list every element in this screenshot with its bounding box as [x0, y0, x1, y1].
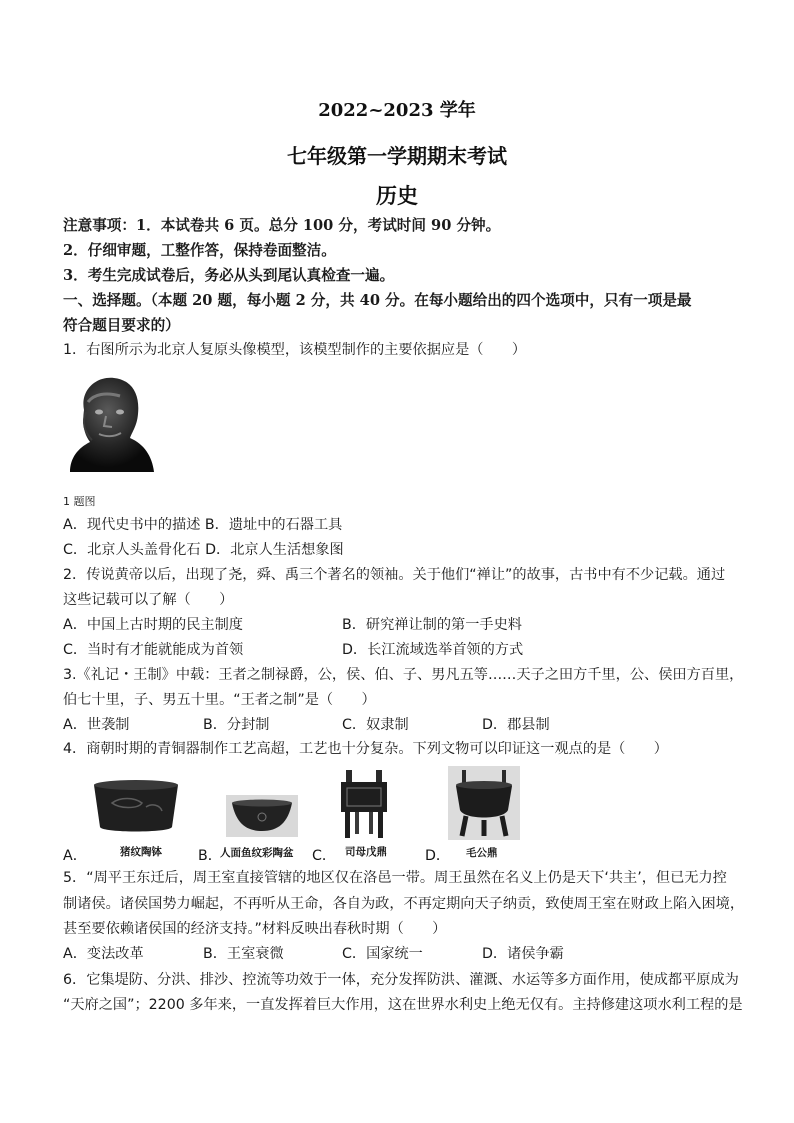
q2-option-d[interactable]: D．长江流域选举首领的方式: [342, 642, 524, 658]
q2-option-b[interactable]: B．研究禅让制的第一手史料: [342, 617, 522, 633]
q2-stem-1: 2．传说黄帝以后，出现了尧，舜、禹三个著名的领袖。关于他们“禅让”的故事，古书中有不少记载。通过: [63, 567, 726, 583]
q1-options-ab: A．现代史书中的描述 B．遗址中的石器工具: [63, 517, 343, 533]
q2-option-a[interactable]: A．中国上古时期的民主制度: [63, 617, 243, 633]
q1-figure-caption: 1 题图: [63, 495, 96, 508]
q6-stem-2: “天府之国”；2200 多年来，一直发挥着巨大作用，这在世界水利史上绝无仅有。主持修建这项水利工程的是: [63, 997, 743, 1013]
q5-option-c[interactable]: C．国家统一: [342, 946, 423, 962]
q4-option-c[interactable]: C．: [312, 848, 337, 864]
q5-stem-3: 甚至要依赖诸侯国的经济支持。”材料反映出春秋时期（ ）: [63, 921, 447, 937]
q3-stem-1: 3.《礼记・王制》中载：王者之制禄爵，公，侯、伯、子、男凡五等……天子之田方千里，公、侯田方百里，: [63, 667, 744, 683]
exam-title: 七年级第一学期期末考试: [287, 144, 507, 168]
q3-option-a[interactable]: A．世袭制: [63, 717, 130, 733]
q5-stem-2: 制诸侯。诸侯国势力崛起，不再听从王命，各自为政，不再定期向天子纳贡，致使周王室在财政上陷入困境，: [63, 896, 745, 912]
section-heading: 一、选择题。（本题 20 题，每小题 2 分，共 40 分。在每小题给出的四个选项中，只有一项是最: [63, 292, 692, 309]
q5-stem-1: 5．“周平王东迁后，周王室直接管辖的地区仅在洛邑一带。周王虽然在名义上仍是天下‘共主’，但已无力控: [63, 870, 727, 886]
q4-label-a: 猪纹陶钵: [120, 846, 162, 858]
q2-stem-2: 这些记载可以了解（ ）: [63, 592, 234, 608]
exam-subject: 历史: [376, 183, 418, 208]
q5-option-d[interactable]: D．诸侯争霸: [482, 946, 564, 962]
q5-option-a[interactable]: A．变法改革: [63, 946, 144, 962]
q5-option-b[interactable]: B．王室衰微: [203, 946, 284, 962]
q3-option-d[interactable]: D．郡县制: [482, 717, 550, 733]
q4-option-d[interactable]: D．: [425, 848, 451, 864]
q4-option-a[interactable]: A．: [63, 848, 87, 864]
q4-label-c: 司母戊鼎: [345, 846, 387, 858]
q3-stem-2: 伯七十里，子、男五十里。“王者之制”是（ ）: [63, 692, 376, 708]
section-heading-cont: 符合题目要求的）: [63, 317, 180, 334]
q1-stem: 1．右图所示为北京人复原头像模型，该模型制作的主要依据应是（ ）: [63, 342, 527, 358]
q4-stem: 4．商朝时期的青铜器制作工艺高超，工艺也十分复杂。下列文物可以印证这一观点的是（ ）: [63, 741, 668, 757]
note-line-1: 注意事项：1．本试卷共 6 页。总分 100 分，考试时间 90 分钟。: [63, 217, 501, 234]
peking-man-bust-image: [66, 372, 156, 474]
q2-option-c[interactable]: C．当时有才能就能成为首领: [63, 642, 244, 658]
painted-pottery-basin-image: [226, 795, 298, 837]
q6-stem-1: 6．它集堤防、分洪、排沙、控流等功效于一体，充分发挥防洪、灌溉、水运等多方面作用，使成都平原成为: [63, 972, 739, 988]
pig-pattern-pottery-bowl-image: [90, 775, 182, 837]
q4-label-b: 人面鱼纹彩陶盆: [220, 847, 294, 859]
q1-options-cd: C．北京人头盖骨化石 D．北京人生活想象图: [63, 542, 344, 558]
q3-option-c[interactable]: C．奴隶制: [342, 717, 409, 733]
note-line-2: 2．仔细审题，工整作答，保持卷面整洁。: [63, 242, 336, 259]
q4-option-b[interactable]: B．: [198, 848, 222, 864]
maogong-ding-image: [448, 766, 520, 840]
q4-label-d: 毛公鼎: [466, 847, 498, 859]
simuwu-ding-image: [337, 768, 391, 840]
note-line-3: 3．考生完成试卷后，务必从头到尾认真检查一遍。: [63, 267, 395, 284]
q3-option-b[interactable]: B．分封制: [203, 717, 270, 733]
exam-year: 2022~2023 学年: [318, 100, 476, 121]
